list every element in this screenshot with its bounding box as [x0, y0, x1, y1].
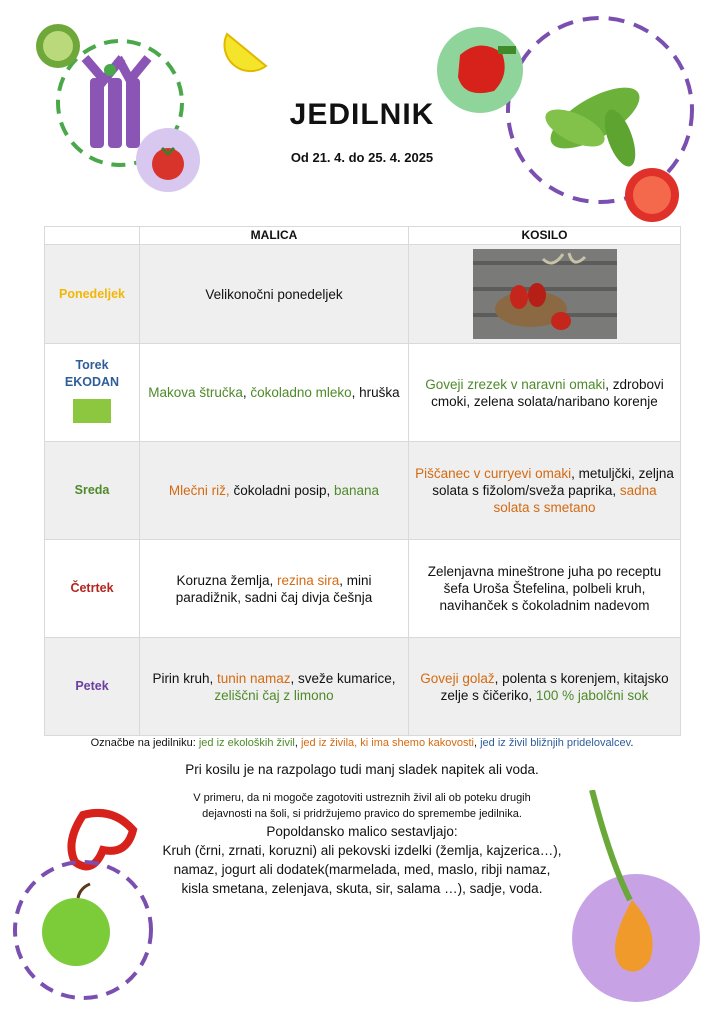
date-range: Od 21. 4. do 25. 4. 2025 [290, 150, 434, 165]
malica-cell [140, 344, 409, 442]
menu-text: , polenta s korenjem, kitajsko zelje s čičeriko, [440, 670, 669, 703]
kosilo-cell [409, 442, 681, 540]
menu-text: Goveji golaž [420, 670, 495, 686]
afternoon-snack [160, 822, 564, 898]
day-subtitle: EKODAN [64, 375, 120, 389]
day-cell [45, 540, 140, 638]
day-cell [45, 442, 140, 540]
legend [0, 737, 724, 749]
table-row [45, 638, 681, 736]
menu-text: 100 % jabolčni sok [535, 687, 649, 703]
eu-organic-leaf-icon [73, 399, 111, 423]
malica-cell [140, 245, 409, 344]
menu-text: , zdrobovi cmoki, zelena solata/naribano korenje [431, 376, 664, 409]
table-row [45, 442, 681, 540]
menu-text: , sveže kumarice, [290, 670, 396, 686]
tomato-slice-icon [625, 168, 679, 222]
table-row [45, 245, 681, 344]
legend-local: jed iz živil bližnjih pridelovalcev [480, 737, 631, 749]
bottom-right-decoration [570, 790, 710, 1010]
menu-text: zeliščni čaj z limono [214, 687, 334, 703]
menu-text: Makova štručka [148, 385, 243, 400]
apple-icon [42, 884, 110, 966]
kosilo-cell [409, 344, 681, 442]
menu-text: , metuljčki, zeljna solata s fižolom/sveža paprika, [432, 466, 674, 498]
kosilo-cell [409, 245, 681, 344]
legend-quality: jed iz živila, ki ima shemo kakovosti [300, 737, 474, 749]
table-row [45, 344, 681, 442]
table-row [45, 540, 681, 638]
day-cell [45, 245, 140, 344]
menu-text: sadna solata s smetano [493, 483, 657, 515]
pepper-ring-icon [71, 813, 133, 867]
day-name: Torek [75, 358, 109, 372]
legend-sep: , [294, 737, 301, 749]
malica-cell [140, 442, 409, 540]
menu-text: Zelenjavna mineštrone juha po receptu šefa Uroša Štefelina, polbeli kruh, navihanček s čokoladnim nadevom [427, 564, 662, 613]
menu-table [44, 226, 681, 736]
legend-sep: , [473, 737, 481, 749]
menu-text: Koruzna žemlja, [176, 572, 277, 588]
malica-cell [140, 638, 409, 736]
cucumber-icon [36, 24, 80, 68]
header-malica: MALICA [140, 227, 409, 245]
day-name: Sreda [74, 483, 110, 497]
legend-eco: jed iz ekoloških živil [198, 737, 295, 749]
menu-text: , hruška [351, 385, 400, 400]
afternoon-text: Kruh (črni, zrnati, koruzni) ali pekovski izdelki (žemlja, kajzerica…), namaz, jogurt ali dodatek(marmelada, med, maslo, ribji namaz, kisla smetana, zelenjava, skuta, sir, salama …), sadje, voda. [162, 843, 562, 896]
day-name: Petek [75, 679, 109, 693]
disclaimer-note: V primeru, da ni mogoče zagotoviti ustreznih živil ali ob poteku drugih dejavnosti na šoli, si pridržujemo pravico do spremembe jedilnika. [193, 792, 531, 820]
malica-cell [140, 540, 409, 638]
easter-eggs-photo [473, 249, 617, 339]
afternoon-title: Popoldansko malico sestavljajo: [266, 824, 458, 839]
menu-text: čokoladno mleko [250, 385, 352, 400]
menu-text: Piščanec v curryevi omaki [415, 466, 572, 481]
drink-note: Pri kosilu je na razpolago tudi manj sladek napitek ali voda. [185, 762, 539, 777]
menu-text: Pirin kruh, [152, 670, 217, 686]
menu-text: tunin namaz [216, 670, 291, 686]
day-cell [45, 344, 140, 442]
menu-text: Velikonočni ponedeljek [205, 286, 343, 302]
menu-text: čokoladni posip, [229, 483, 335, 498]
day-name: Četrtek [70, 581, 114, 595]
kosilo-cell [409, 540, 681, 638]
menu-text: , mini paradižnik, sadni čaj divja češnja [175, 572, 373, 605]
table-header-row [45, 227, 681, 245]
lemon-icon [222, 22, 272, 74]
menu-text: banana [334, 483, 380, 498]
menu-text: Goveji zrezek v naravni omaki [425, 376, 606, 392]
kosilo-cell [409, 638, 681, 736]
page-title: JEDILNIK [289, 98, 435, 131]
bottom-left-decoration [8, 800, 168, 1010]
header-kosilo: KOSILO [409, 227, 681, 245]
menu-text: Mlečni riž, [168, 483, 230, 498]
header-empty-cell [45, 227, 140, 245]
day-cell [45, 638, 140, 736]
day-name: Ponedeljek [59, 286, 125, 301]
legend-prefix: Označbe na jedilniku: [90, 737, 199, 749]
menu-text: , [242, 385, 251, 400]
menu-text: rezina sira [277, 572, 340, 588]
legend-end: . [630, 737, 634, 749]
